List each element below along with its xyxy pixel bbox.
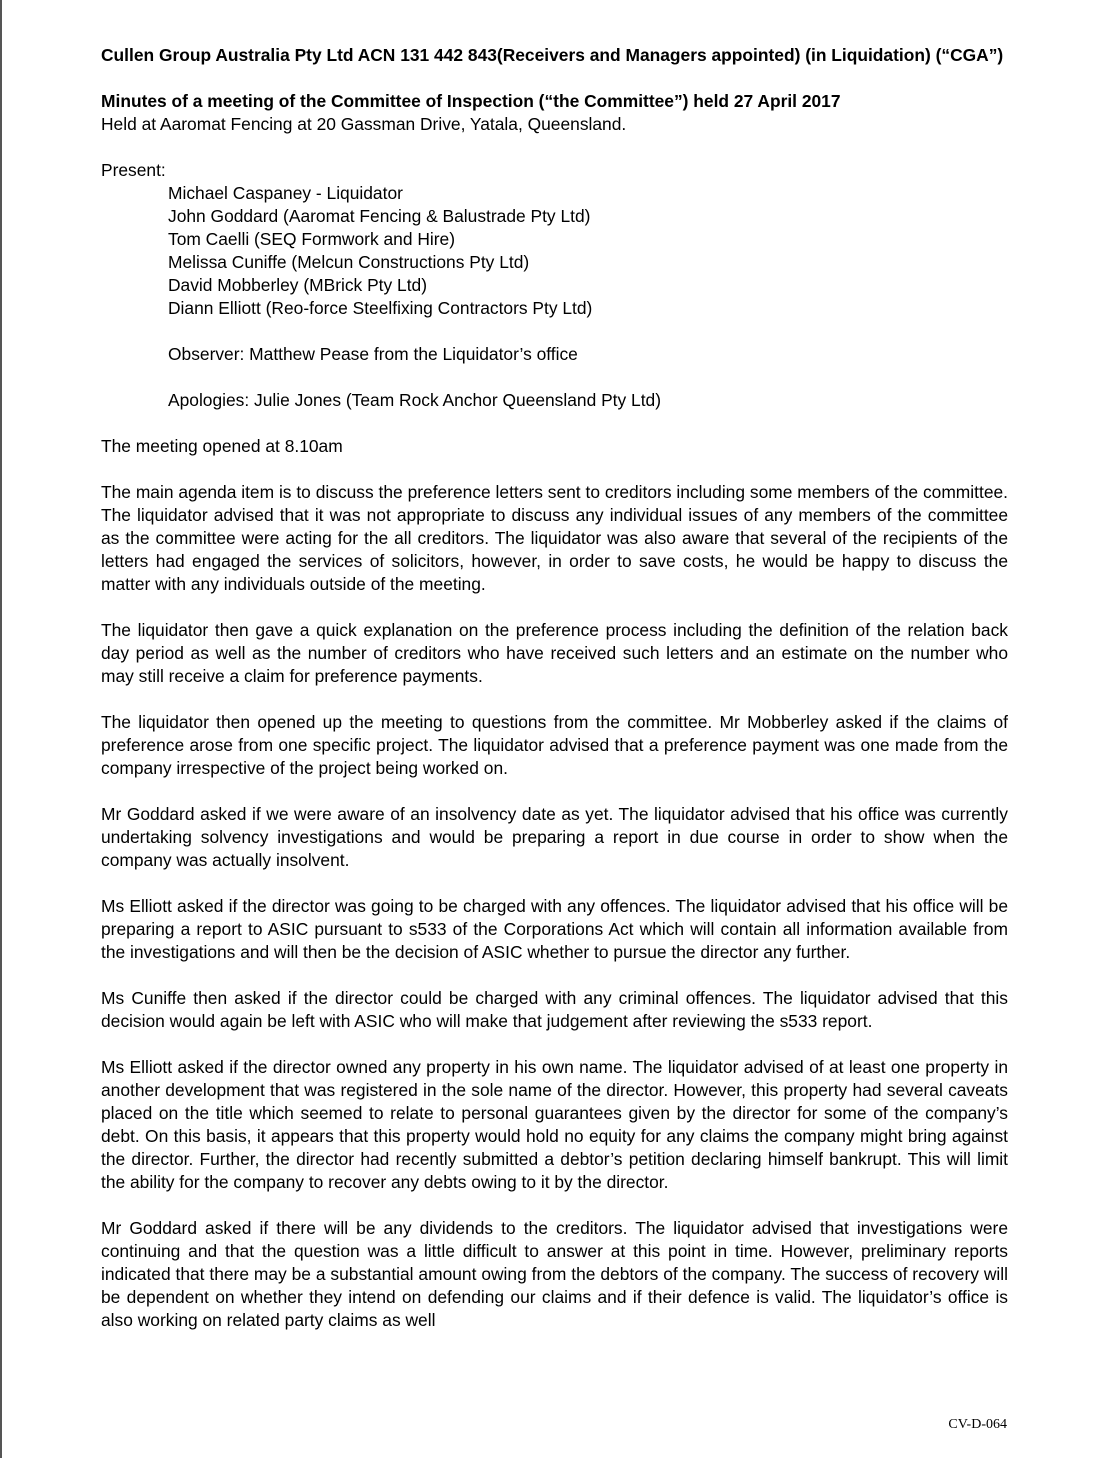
minutes-paragraph: The liquidator then opened up the meeting to questions from the committee. Mr Mobberley asked if the claims of preference arose from one specific project. The liquidator advised that a preference payment was one made from the company irrespective of the project being worked on. [101, 712, 1008, 778]
page-left-border [0, 0, 2, 1458]
present-label: Present: [101, 160, 166, 180]
attendee-item: Melissa Cuniffe (Melcun Constructions Pty Ltd) [168, 252, 530, 272]
minutes-paragraph: The main agenda item is to discuss the preference letters sent to creditors including some members of the committee. The liquidator advised that it was not appropriate to discuss any individual issues of any members of the committee as the committee were acting for the all creditors. The liquidator was also aware that several of the recipients of the letters had engaged the services of solicitors, however, in order to save costs, he would be happy to discuss the matter with any individuals outside of the meeting. [101, 482, 1008, 594]
minutes-paragraph: Ms Elliott asked if the director owned any property in his own name. The liquidator advised of at least one property in another development that was registered in the sole name of the director. However, this property had several caveats placed on the title which seemed to relate to personal guarantees given by the director for some of the company’s debt. On this basis, it appears that this property would hold no equity for any claims the company might bring against the director. Further, the director had recently submitted a debtor’s petition declaring himself bankrupt. This will limit the ability for the company to recover any debts owing to it by the director. [101, 1057, 1008, 1192]
minutes-title: Minutes of a meeting of the Committee of Inspection (“the Committee”) held 27 April 2017 [101, 91, 841, 111]
apologies-line: Apologies: Julie Jones (Team Rock Anchor Queensland Pty Ltd) [168, 390, 661, 410]
attendee-item: Michael Caspaney - Liquidator [168, 183, 403, 203]
minutes-paragraph: Mr Goddard asked if we were aware of an insolvency date as yet. The liquidator advised that his office was currently undertaking solvency investigations and would be preparing a report in due course in order to show when the company was actually insolvent. [101, 804, 1008, 870]
observer-line: Observer: Matthew Pease from the Liquidator’s office [168, 344, 578, 364]
document-code: CV-D-064 [948, 1417, 1007, 1432]
attendee-item: Tom Caelli (SEQ Formwork and Hire) [168, 229, 456, 249]
minutes-paragraph: Ms Cuniffe then asked if the director could be charged with any criminal offences. The liquidator advised that this decision would again be left with ASIC who will make that judgement after reviewing the s533 report. [101, 988, 1008, 1031]
minutes-paragraph: Ms Elliott asked if the director was going to be charged with any offences. The liquidator advised that his office will be preparing a report to ASIC pursuant to s533 of the Corporations Act which will contain all information available from the investigations and will then be the decision of ASIC whether to pursue the director any further. [101, 896, 1008, 962]
company-title: Cullen Group Australia Pty Ltd ACN 131 442 843(Receivers and Managers appointed) (in Liquidation) (“CGA”) [101, 45, 1004, 65]
attendee-item: Diann Elliott (Reo-force Steelfixing Contractors Pty Ltd) [168, 298, 593, 318]
attendee-item: John Goddard (Aaromat Fencing & Balustrade Pty Ltd) [168, 206, 591, 226]
attendee-list [168, 182, 1008, 320]
minutes-paragraph: The liquidator then gave a quick explanation on the preference process including the definition of the relation back day period as well as the number of creditors who have received such letters and an estimate on the number who may still receive a claim for preference payments. [101, 620, 1008, 686]
document-page [101, 44, 1008, 1332]
attendee-item: David Mobberley (MBrick Pty Ltd) [168, 275, 427, 295]
meeting-location: Held at Aaromat Fencing at 20 Gassman Drive, Yatala, Queensland. [101, 114, 627, 134]
minutes-paragraph: Mr Goddard asked if there will be any dividends to the creditors. The liquidator advised that investigations were continuing and that the question was a little difficult to answer at this point in time. However, preliminary reports indicated that there may be a substantial amount owing from the debtors of the company. The success of recovery will be dependent on whether they intend on defending our claims and if their defence is valid. The liquidator’s office is also working on related party claims as well [101, 1218, 1008, 1330]
meeting-opened-line: The meeting opened at 8.10am [101, 436, 343, 456]
